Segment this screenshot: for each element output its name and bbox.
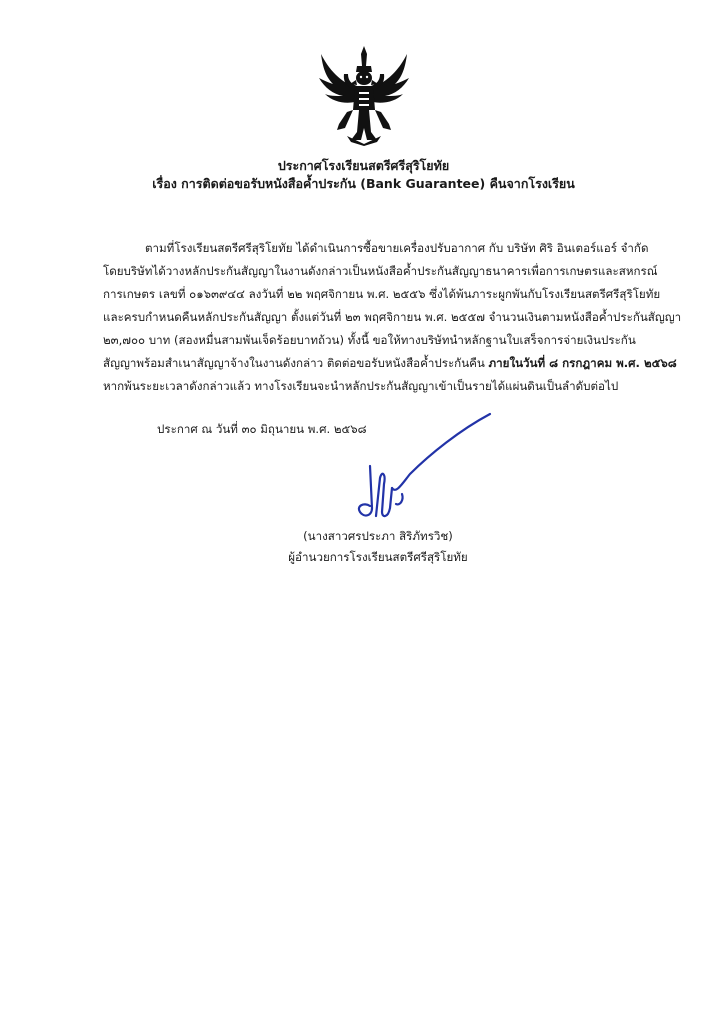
- garuda-emblem-icon: [317, 44, 411, 146]
- body-line-3: การเกษตร เลขที่ ๐๑๖๓๙๔๔ ลงวันที่ ๒๒ พฤศจิกายน พ.ศ. ๒๕๕๖ ซึ่งได้พ้นภาระผูกพันกับโรงเรียนสตรีศรีสุริโยทัย: [103, 287, 661, 301]
- body-line-6: [103, 355, 677, 371]
- announcement-date: ประกาศ ณ วันที่ ๓๐ มิถุนายน พ.ศ. ๒๕๖๘: [157, 422, 367, 436]
- body-line-4: และครบกำหนดคืนหลักประกันสัญญา ตั้งแต่วันที่ ๒๓ พฤศจิกายน พ.ศ. ๒๕๕๗ จำนวนเงินตามหนังสือค้ำประกันสัญญา: [103, 310, 682, 324]
- body-line-7: หากพ้นระยะเวลาดังกล่าวแล้ว ทางโรงเรียนจะนำหลักประกันสัญญาเข้าเป็นรายได้แผ่นดินเป็นลำดับต่อไป: [103, 379, 619, 393]
- deadline-text: ภายในวันที่ ๘ กรกฎาคม พ.ศ. ๒๕๖๘: [488, 356, 677, 370]
- announcement-subject: เรื่อง การติดต่อขอรับหนังสือค้ำประกัน (Bank Guarantee) คืนจากโรงเรียน: [152, 176, 575, 191]
- signatory-position: ผู้อำนวยการโรงเรียนสตรีศรีสุริโยทัย: [288, 550, 468, 564]
- announcement-title: ประกาศโรงเรียนสตรีศรีสุริโยทัย: [277, 158, 450, 173]
- body-line-2: โดยบริษัทได้วางหลักประกันสัญญาในงานดังกล่าวเป็นหนังสือค้ำประกันสัญญาธนาคารเพื่อการเกษตรและสหกรณ์: [103, 264, 658, 278]
- signature-image: [330, 408, 500, 528]
- signatory-name: (นางสาวศรประภา สิริภัทรวิช): [303, 529, 453, 543]
- body-line-1: ตามที่โรงเรียนสตรีศรีสุริโยทัย ได้ดำเนินการซื้อขายเครื่องปรับอากาศ กับ บริษัท ศิริ อินเตอร์แอร์ จำกัด: [145, 241, 649, 255]
- body-line-5: ๒๓,๗๐๐ บาท (สองหมื่นสามพันเจ็ดร้อยบาทถ้วน) ทั้งนี้ ขอให้ทางบริษัทนำหลักฐานใบเสร็จการจ่ายเงินประกัน: [103, 333, 636, 347]
- body-line-6-text: สัญญาพร้อมสำเนาสัญญาจ้างในงานดังกล่าว ติดต่อขอรับหนังสือค้ำประกันคืน: [103, 356, 489, 370]
